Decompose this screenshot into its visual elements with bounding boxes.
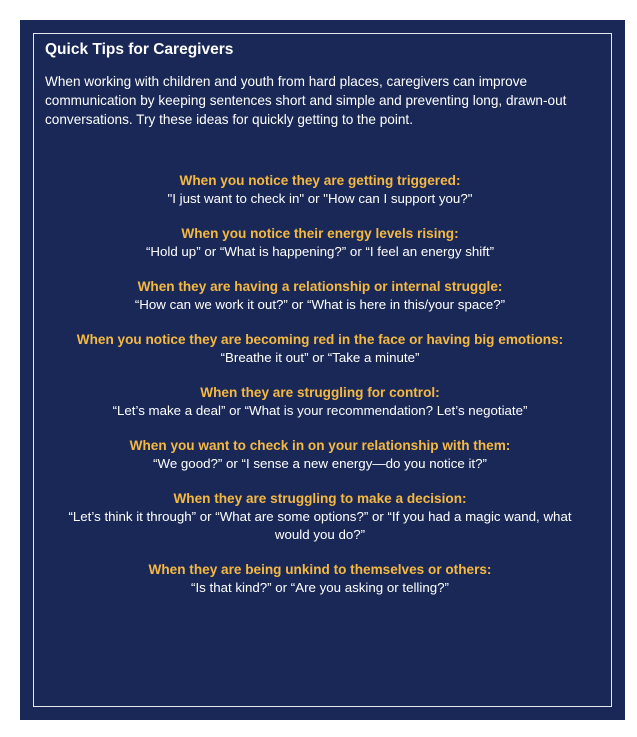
tip-heading: When they are having a relationship or internal struggle: — [137, 279, 503, 294]
tip-item — [60, 172, 580, 208]
tip-heading: When you want to check in on your relationship with them: — [129, 438, 511, 453]
tip-heading: When they are being unkind to themselves or others: — [148, 562, 492, 577]
tip-item — [60, 437, 580, 473]
tip-item — [60, 331, 580, 367]
tip-heading: When they are struggling to make a decision: — [173, 491, 467, 506]
tip-phrase: “How can we work it out?” or “What is here in this/your space?” — [134, 297, 506, 312]
tip-phrase: “We good?” or “I sense a new energy—do you notice it?” — [153, 456, 487, 471]
card-title: Quick Tips for Caregivers — [45, 41, 234, 58]
tip-phrase: “Hold up” or “What is happening?” or “I feel an energy shift” — [145, 244, 495, 259]
tip-heading: When you notice their energy levels rising: — [181, 226, 459, 241]
tip-phrase: "I just want to check in" or "How can I support you?" — [167, 191, 473, 206]
tip-heading: When you notice they are becoming red in the face or having big emotions: — [76, 332, 564, 347]
tip-phrase: “Let’s make a deal” or “What is your recommendation? Let’s negotiate” — [112, 403, 528, 418]
tips-list — [60, 172, 580, 614]
tip-item — [60, 384, 580, 420]
tip-item — [60, 490, 580, 544]
tip-phrase: “Breathe it out” or “Take a minute” — [220, 350, 420, 365]
tip-heading: When you notice they are getting triggered: — [179, 173, 461, 188]
intro-paragraph: When working with children and youth from hard places, caregivers can improve communication by keeping sentences short and simple and preventing long, drawn-out conversations. Try these ideas for quickly getting to the point. — [45, 74, 567, 127]
tip-phrase: “Let’s think it through” or “What are some options?” or “If you had a magic wand, what would you do?” — [68, 509, 572, 542]
tip-phrase: “Is that kind?” or “Are you asking or telling?” — [191, 580, 449, 595]
tip-item — [60, 561, 580, 597]
tips-card — [20, 20, 625, 720]
tip-item — [60, 225, 580, 261]
tip-heading: When they are struggling for control: — [200, 385, 440, 400]
tip-item — [60, 278, 580, 314]
